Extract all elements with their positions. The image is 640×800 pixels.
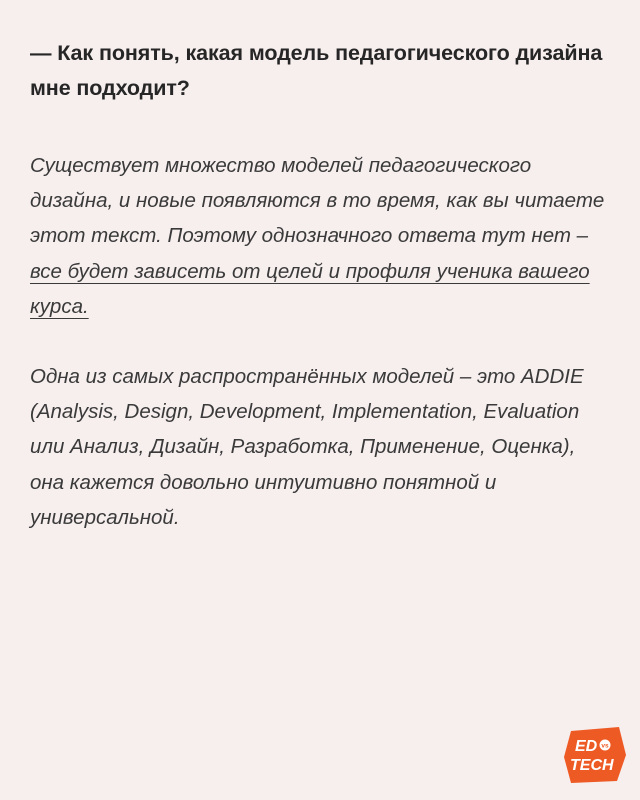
logo-hexagon-shape bbox=[564, 727, 626, 783]
answer-lead-text: Существует множество моделей педагогического дизайна, и новые появляются в то время, как вы читаете этот текст. Поэтому однозначного ответа тут нет – bbox=[30, 154, 605, 248]
addie-paragraph: Одна из самых распространённых моделей – это ADDIE (Analysis, Design, Development, Implementation, Evaluation или Анализ, Дизайн, Разработка, Применение, Оценка), она кажется довольно интуитивно понятной и универсальной. bbox=[30, 365, 584, 529]
edtech-logo bbox=[562, 724, 628, 786]
logo-line-tech: TECH bbox=[570, 757, 614, 774]
logo-badge-text: vs bbox=[601, 742, 609, 750]
question-heading: — Как понять, какая модель педагогического дизайна мне подходит? bbox=[30, 41, 603, 100]
logo-line-ed: ED bbox=[575, 738, 598, 755]
answer-paragraph bbox=[30, 148, 605, 324]
answer-highlight-text: все будет зависеть от целей и профиля ученика вашего курса. bbox=[30, 259, 590, 318]
content-card bbox=[30, 36, 605, 535]
